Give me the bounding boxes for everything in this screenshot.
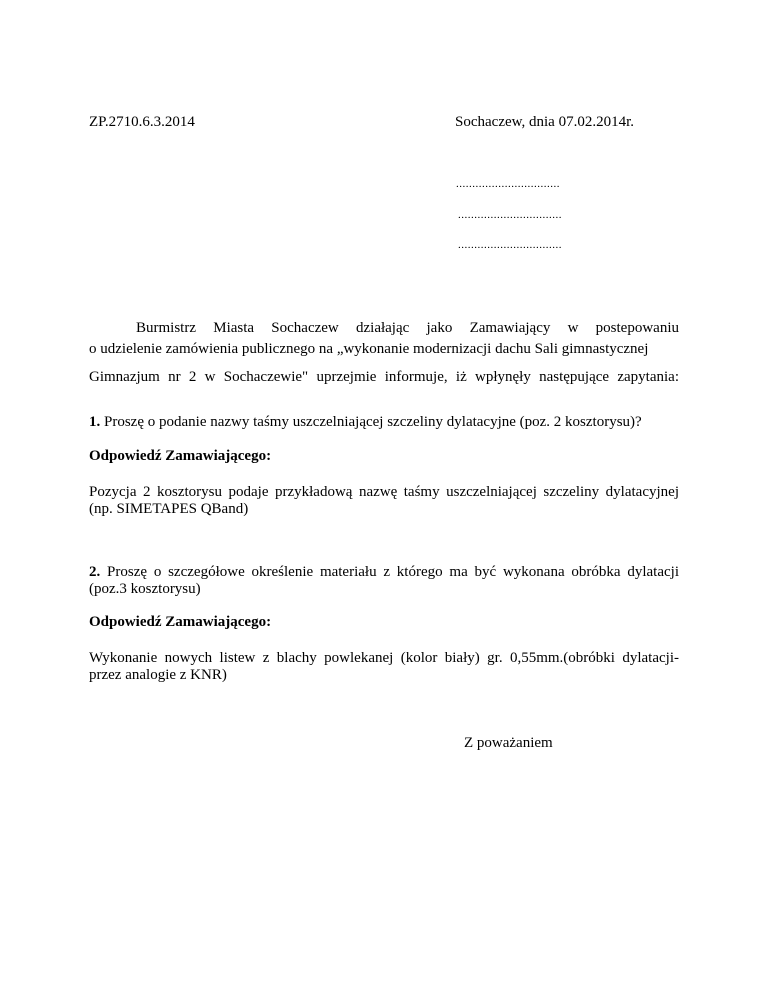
recipient-line-2: ................................ [458, 209, 562, 221]
recipient-line-1: ................................ [456, 178, 560, 190]
recipient-line-3: ................................ [458, 239, 562, 251]
question-1 [89, 414, 642, 431]
question-1-text: Proszę o podanie nazwy taśmy uszczelniającej szczeliny dylatacyjne (poz. 2 kosztorysu)? [100, 414, 642, 430]
intro-line-1: Burmistrz Miasta Sochaczew działając jako Zamawiający w postepowaniu [136, 320, 679, 336]
answer-1-line-1: Pozycja 2 kosztorysu podaje przykładową nazwę taśmy uszczelniającej szczeliny dylatacyjnej [89, 484, 679, 500]
place-and-date: Sochaczew, dnia 07.02.2014r. [455, 114, 634, 130]
question-2-text: Proszę o szczegółowe określenie materiału z którego ma być wykonana obróbka dylatacji [100, 564, 679, 580]
closing-salutation: Z poważaniem [464, 735, 553, 751]
answer-2-heading: Odpowiedź Zamawiającego: [89, 614, 272, 630]
answer-1-line-2: (np. SIMETAPES QBand) [89, 501, 249, 517]
answer-2-line-1: Wykonanie nowych listew z blachy powlekanej (kolor biały) gr. 0,55mm.(obróbki dylatacji- [89, 650, 679, 666]
intro-line-2: o udzielenie zamówienia publicznego na „wykonanie modernizacji dachu Sali gimnastycznej [89, 341, 649, 357]
answer-2-line-2: przez analogie z KNR) [89, 667, 227, 683]
question-2-number: 2. [89, 564, 101, 580]
answer-1-heading: Odpowiedź Zamawiającego: [89, 448, 272, 464]
intro-line-3: Gimnazjum nr 2 w Sochaczewie" uprzejmie informuje, iż wpłynęły następujące zapytania: [89, 369, 679, 385]
question-2-line-2: (poz.3 kosztorysu) [89, 581, 201, 597]
question-1-number: 1. [89, 414, 101, 430]
reference-number: ZP.2710.6.3.2014 [89, 114, 195, 130]
